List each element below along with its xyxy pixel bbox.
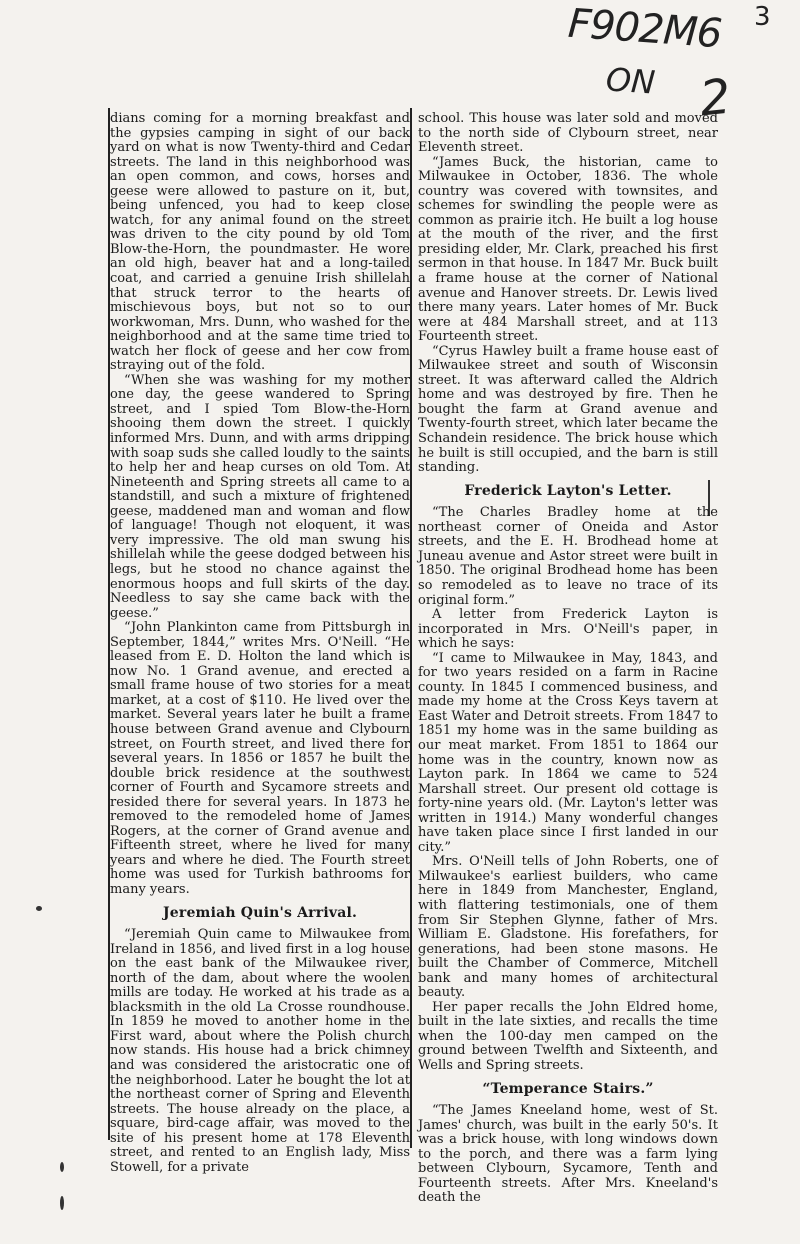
paragraph: “The James Kneeland home, west of St. James' church, was built in the early 50's. It was a brick house, with long windows down to the porch, and there was a farm lying between Clybourn, Sycamore, Tenth and Fourteenth streets. After Mrs. Kneeland's death the	[418, 1103, 718, 1206]
paragraph: A letter from Frederick Layton is incorporated in Mrs. O'Neill's paper, in which he says:	[418, 607, 718, 652]
section-heading: “Temperance Stairs.”	[482, 1080, 654, 1097]
scan-speck	[36, 906, 42, 911]
section-heading: Jeremiah Quin's Arrival.	[162, 904, 358, 921]
scan-speck	[60, 1196, 64, 1210]
paragraph: dians coming for a morning breakfast and the gypsies camping in sight of our back yard on what is now Twenty-third and Cedar streets. The land in this neighborhood was an open common, and cows, horses and geese were allowed to pasture on it, but, being unfenced, you had to keep close watch, for any animal found on the street was driven to the city pound by old Tom Blow-the-Horn, the poundmaster. He wore an old high, beaver hat and a long-tailed coat, and carried a genuine Irish shillelah that struck terror to the hearts of mischievous boys, but not so to our workwoman, Mrs. Dunn, who washed for the neighborhood and at the same time tried to watch her flock of geese and her cow from straying out of the fold.	[110, 111, 410, 374]
paragraph: “The Charles Bradley home at the northeast corner of Oneida and Astor streets, and the E. H. Brodhead home at Juneau avenue and Astor street were built in 1850. The original Brodhead home has been so remodeled as to leave no trace of its original form.”	[418, 505, 718, 608]
handwritten-catalog-number: F902M6	[566, 0, 723, 58]
paragraph: Her paper recalls the John Eldred home, built in the late sixties, and recalls the time when the 100-day men camped on the ground between Twelfth and Sixteenth, and Wells and Spring streets.	[418, 999, 718, 1073]
column-divider	[410, 108, 412, 1148]
paragraph: school. This house was later sold and moved to the north side of Clybourn street, near Eleventh street.	[418, 111, 718, 156]
paragraph: “James Buck, the historian, came to Milwaukee in October, 1836. The whole country was covered with townsites, and schemes for swindling the people were as common as prairie itch. He built a log house at the mouth of the river, and the first presiding elder, Mr. Clark, preached his first sermon in that house. In 1847 Mr. Buck built a frame house at the corner of National avenue and Hanover streets. Dr. Lewis lived there many years. Later homes of Mr. Buck were at 484 Marshall street, and at 113 Fourteenth street.	[418, 154, 718, 345]
paragraph: “Cyrus Hawley built a frame house east of Milwaukee street and south of Wisconsin street. It was afterward called the Aldrich home and was destroyed by fire. Then he bought the farm at Grand avenue and Twenty-fourth street, which later became the Schandein residence. The brick house which he built is still occupied, and the barn is still standing.	[418, 343, 718, 476]
scan-speck	[60, 1162, 64, 1172]
paragraph: “Jeremiah Quin came to Milwaukee from Ireland in 1856, and lived first in a log house on the east bank of the Milwaukee river, north of the dam, about where the woolen mills are today. He worked at his trade as a blacksmith in the old La Crosse roundhouse. In 1859 he moved to another home in the First ward, about where the Polish church now stands. His house had a brick chimney and was considered the aristocratic one of the neighborhood. Later he bought the lot at the northeast corner of Spring and Eleventh streets. The house already on the place, a square, bird-cage affair, was moved to the site of his present home at 178 Eleventh street, and rented to an English lady, Miss Stowell, for a private	[110, 927, 410, 1175]
section-heading: Frederick Layton's Letter.	[464, 482, 672, 499]
handwritten-series-code: ON	[604, 60, 657, 102]
right-column	[418, 111, 718, 1206]
handwritten-series-number: 2	[697, 68, 734, 128]
paragraph: Mrs. O'Neill tells of John Roberts, one of Milwaukee's earliest builders, who came here in 1849 from Manchester, England, with flattering testimonials, one of them from Sir Stephen Glynne, father of Mrs. William E. Gladstone. His forefathers, for generations, had been stone masons. He built the Chamber of Commerce, Mitchell bank and many homes of architectural beauty.	[418, 854, 718, 1001]
paragraph: “When she was washing for my mother one day, the geese wandered to Spring street, and I spied Tom Blow-the-Horn shooing them down the street. I quickly informed Mrs. Dunn, and with arms dripping with soap suds she called loudly to the saints to help her and heap curses on old Tom. At Nineteenth and Spring streets all came to a standstill, and such a mixture of frightened geese, maddened man and woman and flow of language! Though not eloquent, it was very impressive. The old man swung his shillelah while the geese dodged between his legs, but he stood no chance against the enormous hoops and full skirts of the day. Needless to say she came back with the geese.”	[110, 372, 410, 621]
left-column	[110, 111, 410, 1175]
handwritten-page-number: 3	[754, 2, 771, 32]
paragraph: “I came to Milwaukee in May, 1843, and for two years resided on a farm in Racine county. In 1845 I commenced business, and made my home at the Cross Keys tavern at East Water and Detroit streets. From 1847 to 1851 my home was in the same building as our meat market. From 1851 to 1864 our home was in the country, known now as Layton park. In 1864 we came to 524 Marshall street. Our present old cottage is forty-nine years old. (Mr. Layton's letter was written in 1914.) Many wonderful changes have taken place since I first landed in our city.”	[418, 650, 718, 855]
paragraph: “John Plankinton came from Pittsburgh in September, 1844,” writes Mrs. O'Neill. “He leased from E. D. Holton the land which is now No. 1 Grand avenue, and erected a small frame house of two stories for a meat market, at a cost of $110. He lived over the market. Several years later he built a frame house between Grand avenue and Clybourn street, on Fourth street, and lived there for several years. In 1856 or 1857 he built the double brick residence at the southwest corner of Fourth and Sycamore streets and resided there for several years. In 1873 he removed to the remodeled home of James Rogers, at the corner of Grand avenue and Fifteenth street, where he lived for many years and where he died. The Fourth street home was used for Turkish bathrooms for many years.	[110, 620, 410, 897]
